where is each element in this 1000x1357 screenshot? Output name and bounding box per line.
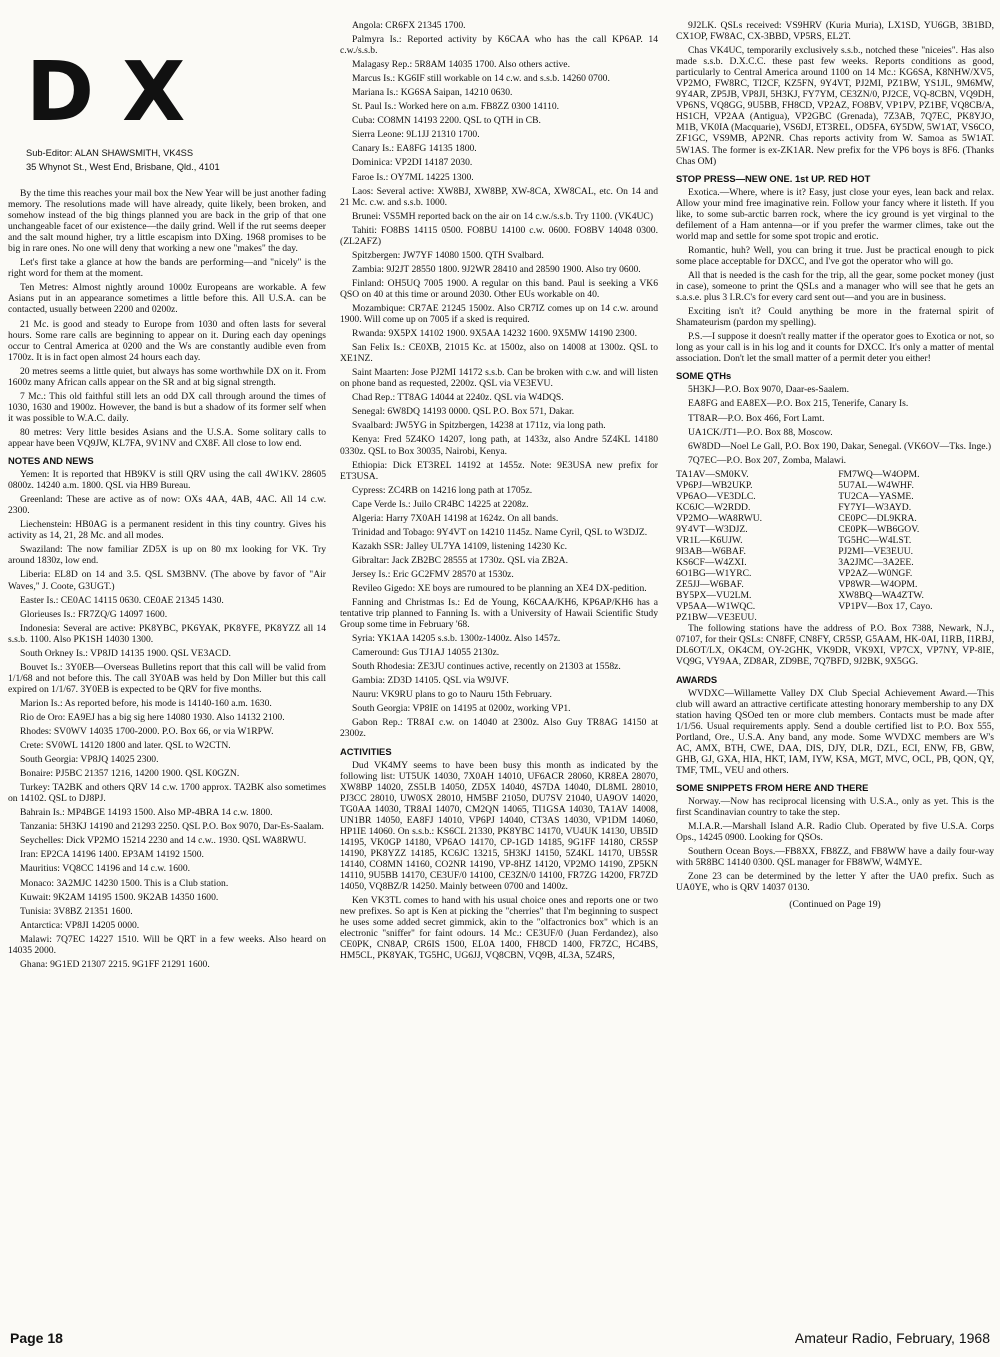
paragraph: Exotica.—Where, where is it? Easy, just close your eyes, lean back and relax. Allow your mind free imaginative rein. Follow your fancy where it listeth. If you like, to some sub-arctic barren rock, where the icy ground is yet virginal to the defilement of a Ham antenna—or if you prefer the warmer climes, take out the world map and settle for some spot tropic and erotic. (676, 186, 994, 242)
qsl-manager-entry: 5U7AL—W4WHF. (838, 479, 914, 491)
paragraph: Indonesia: Several are active: PK8YBC, PK6YAK, PK8YFE, PK8YZZ all 14 s.s.b. 1100. Also PK1SH 14030 1300. (8, 622, 326, 645)
paragraph: UA1CK/JT1—P.O. Box 88, Moscow. (688, 426, 833, 438)
section-heading: ACTIVITIES (340, 745, 392, 757)
qsl-manager-entry: VP8WR—W4OPM. (838, 579, 918, 591)
paragraph: Greenland: These are active as of now: OXs 4AA, 4AB, 4AC. All 14 c.w. 2300. (8, 494, 326, 517)
section-heading: NOTES AND NEWS (8, 455, 94, 467)
qsl-manager-entry: VP2AZ—W0NGF. (838, 568, 913, 580)
paragraph: San Felix Is.: CE0XB, 21015 Kc. at 1500z, also on 14008 at 1300z. QSL to XE1NZ. (340, 342, 658, 365)
paragraph: Swaziland: The now familiar ZD5X is up on 80 mx looking for VK. Try around 1830z, low end. (8, 544, 326, 567)
paragraph: Zambia: 9J2JT 28550 1800. 9J2WR 28410 and 28590 1900. Also try 0600. (352, 263, 641, 275)
qsl-manager-entry: VP1PV—Box 17, Cayo. (838, 601, 933, 613)
qsl-manager-entry: 6O1BG—W1YRC. (676, 568, 752, 580)
paragraph: M.I.A.R.—Marshall Island A.R. Radio Club. Operated by five U.S.A. Corps Ops., 14245 0900. Looking for QSOs. (676, 821, 994, 844)
qsl-manager-entry: FM7WQ—W4OPM. (838, 468, 920, 480)
qsl-manager-entry: VP2MO—WA8RWU. (676, 512, 763, 524)
paragraph: Cameround: Gus TJ1AJ 14055 2130z. (352, 647, 500, 659)
column-middle-body (340, 20, 658, 961)
paragraph: Bonaire: PJ5BC 21357 1216, 14200 1900. QSL K0GZN. (20, 768, 240, 780)
qsl-manager-row (676, 480, 994, 491)
qsl-manager-entry: CE0PC—DL9KRA. (838, 512, 917, 524)
paragraph: South Orkney Is.: VP8JD 14135 1900. QSL VE3ACD. (20, 647, 231, 659)
paragraph: Nauru: VK9RU plans to go to Nauru 15th February. (352, 689, 552, 701)
paragraph: Laos: Several active: XW8BJ, XW8BP, XW-8CA, XW8CAL, etc. On 14 and 21 Mc. c.w. and s.s.b. 1000. (340, 185, 658, 208)
column-middle (340, 20, 658, 1318)
paragraph: Brunei: VS5MH reported back on the air on 14 c.w./s.s.b. Try 1100. (VK4UC) (352, 210, 654, 222)
paragraph: Faroe Is.: OY7ML 14225 1300. (352, 171, 474, 183)
qsl-manager-entry: PZ1BW—VE3EUU. (676, 612, 757, 624)
paragraph: Yemen: It is reported that HB9KV is still QRV using the call 4W1KV. 28605 0800z. 14240 a.m. 1800. QSL via HB9 Bureau. (8, 469, 326, 492)
paragraph: Trinidad and Tobago: 9Y4VT on 14210 1145z. Name Cyril, QSL to W3DJZ. (352, 526, 648, 538)
column-right-body-b (676, 623, 994, 910)
qsl-manager-entry (838, 612, 994, 623)
qsl-manager-row (676, 535, 994, 546)
paragraph: By the time this reaches your mail box the New Year will be just another fading memory. The resolutions made will have already, quite likely, been broken, and somehow instead of the big things planned you are back in the grip of that one unchangeable facet of our existence—the daily grind. Well if the rut seems deeper and the salt mound higher, try a little escapism into DXing. 1968 promises to be big in rare ones. No one will deny that working a new one "makes" the day. (8, 188, 326, 255)
paragraph: South Georgia: VP8JQ 14025 2300. (20, 754, 159, 766)
qsl-manager-row (676, 557, 994, 568)
qsl-manager-entry: FY7YI—W3AYD. (838, 501, 912, 513)
paragraph: Ethiopia: Dick ET3REL 14192 at 1455z. Note: 9E3USA new prefix for ET3USA. (340, 459, 658, 482)
paragraph: Gibraltar: Jack ZB2BC 28555 at 1730z. QSL via ZB2A. (352, 554, 569, 566)
paragraph: Spitzbergen: JW7YF 14080 1500. QTH Svalbard. (352, 249, 544, 261)
column-left-body (8, 188, 326, 970)
paragraph: 6W8DD—Noel Le Gall, P.O. Box 190, Dakar, Senegal. (VK6OV—Tks. Inge.) (688, 440, 992, 452)
paragraph: Revileo Gigedo: XE boys are rumoured to be planning an XE4 DX-pedition. (352, 582, 647, 594)
paragraph: 80 metres: Very little besides Asians and the U.S.A. Some solitary calls to appear have been VQ9JW, KL7FA, 9V1NV and CX8F. All close to low end. (8, 426, 326, 449)
paragraph: Bahrain Is.: MP4BGE 14193 1500. Also MP-4BRA 14 c.w. 1800. (20, 807, 273, 819)
paragraph: Fanning and Christmas Is.: Ed de Young, K6CAA/KH6, KP6AP/KH6 has a tentative trip planned to Fanning Is. with a University of Hawaii Scientific Study Group some time in February '68. (340, 597, 658, 631)
qsl-manager-row (676, 524, 994, 535)
paragraph: Palmyra Is.: Reported activity by K6CAA who has the call KP6AP. 14 c.w./s.s.b. (340, 34, 658, 57)
paragraph: Iran: EP2CA 14196 1400. EP3AM 14192 1500. (20, 849, 204, 861)
paragraph: Monaco: 3A2MJC 14230 1500. This is a Club station. (20, 877, 229, 889)
paragraph: Glorieuses Is.: FR7ZQ/G 14097 1600. (20, 608, 168, 620)
section-title: DX (26, 45, 214, 140)
paragraph: Mozambique: CR7AE 21245 1500z. Also CR7IZ comes up on 14 c.w. around 1900. Will come up on 7005 if a sked is required. (340, 302, 658, 326)
paragraph: Dominica: VP2DI 14187 2030. (352, 157, 473, 169)
subeditor-line: Sub-Editor: ALAN SHAWSMITH, VK4SS (26, 148, 194, 158)
paragraph: Saint Maarten: Jose PJ2MI 14172 s.s.b. Can be broken with c.w. and will listen on phone band as requested, 2200z. QSL via VE3EVU. (340, 367, 658, 390)
paragraph: Tunisia: 3V8BZ 21351 1600. (20, 905, 133, 917)
qsl-manager-entry: TU2CA—YASME. (838, 490, 914, 502)
qsl-manager-row (676, 469, 994, 480)
paragraph: Romantic, huh? Well, you can bring it true. Just be practical enough to pick some place acceptable for DXCC, and I've got the operator who will go. (676, 244, 994, 267)
paragraph: 20 metres seems a little quiet, but always has some worthwhile DX on it. From 1600z many African calls appear on the SR and at big signal strength. (8, 365, 326, 388)
qsl-manager-row (676, 568, 994, 579)
paragraph: 5H3KJ—P.O. Box 9070, Daar-es-Saalem. (688, 384, 850, 396)
paragraph: Malawi: 7Q7EC 14227 1510. Will be QRT in a few weeks. Also heard on 14035 2000. (8, 933, 326, 956)
paragraph: Zone 23 can be determined by the letter Y after the UA0 prefix. Such as UA0YE, who is QRV 14037 0130. (676, 871, 994, 894)
qsl-manager-entry: VP5AA—W1WQC. (676, 601, 756, 613)
magazine-footer: Amateur Radio, February, 1968 (794, 1330, 990, 1346)
paragraph: Canary Is.: EA8FG 14135 1800. (352, 143, 477, 155)
paragraph: Ghana: 9G1ED 21307 2215. 9G1FF 21291 1600. (20, 958, 210, 970)
qsl-manager-entry: 9Y4VT—W3DJZ. (676, 523, 748, 535)
qsl-manager-entry: XW8BQ—WA4ZTW. (838, 590, 924, 602)
qsl-manager-entry: CE0PK—WB6GOV. (838, 523, 920, 535)
paragraph: Mauritius: VQ8CC 14196 and 14 c.w. 1600. (20, 863, 191, 875)
paragraph: Rhodes: SV0WV 14035 1700-2000. P.O. Box 66, or via W1RPW. (20, 726, 274, 738)
qsl-manager-entry: PJ2MI—VE3EUU. (838, 546, 914, 558)
paragraph: Jersey Is.: Eric GC2FMV 28570 at 1530z. (352, 568, 514, 580)
paragraph: Turkey: TA2BK and others QRV 14 c.w. 1700 approx. TA2BK also sometimes on 14102. QSL to DJ8PJ. (8, 782, 326, 805)
qsl-manager-entry: 3A2JMC—3A2EE. (838, 557, 914, 569)
paragraph: 9J2LK. QSLs received: VS9HRV (Kuria Muria), LX1SD, YU6GB, 3B1BD, CX1OP, FW8AC, CX-3BBD, VP5RS, EL2T. (676, 20, 994, 43)
paragraph: Seychelles: Dick VP2MO 15214 2230 and 14 c.w.. 1930. QSL WA8RWU. (20, 835, 307, 847)
qsl-manager-row (676, 612, 994, 623)
qsl-manager-row (676, 502, 994, 513)
page-number: Page 18 (10, 1330, 63, 1346)
paragraph: Norway.—Now has reciprocal licensing with U.S.A., only as yet. This is the first Scandinavian country to take the step. (676, 796, 994, 819)
paragraph: Algeria: Harry 7X0AH 14198 at 1624z. On all bands. (352, 512, 559, 524)
qsl-manager-entry: VP6AO—VE3DLC. (676, 490, 756, 502)
paragraph: Rwanda: 9X5PX 14102 1900. 9X5AA 14232 1600. 9X5MW 14190 2300. (352, 328, 637, 340)
section-heading: SOME QTHs (676, 370, 732, 382)
qsl-manager-entry: TG5HC—W4LST. (838, 534, 912, 546)
qsl-manager-row (676, 513, 994, 524)
paragraph: Sierra Leone: 9L1JJ 21310 1700. (352, 129, 480, 141)
qsl-manager-entry: KC6JC—W2RDD. (676, 501, 751, 513)
qsl-manager-row (676, 601, 994, 612)
paragraph: Chas VK4UC, temporarily exclusively s.s.b., notched these "niceies". Has also made s.s.b. D.X.C.C. these past few weeks. Reports conditions as good, particularly to Central America around 1100 on 14 Mc.: KG6SA, K8NHW/XV5, VP2MO, FW8RC, TI2CF, KZ5FN, 9Y4VT, PJ2MI, PZ1BW, YS1JL, 9M6MW, 9Y4AR, ZP5JB, VP8JI, 5H3KJ, FY7YM, CE3ZN/0, PJ2CE, VQ-8CBN, VQ9DH, VP6NS, VQ8GG, 9U5BB, FH8CD, VP2AZ, FO8BV, VP1PV, PZ1BF, VQ8CB/A, HS1CH, VP2AA (Antigua), VP2GBC (Grenada), 7Z3AB, 7Q7EC, PK8YJO, M1B, VK0IA (Macquarie), VS6DJ, ET3REL, OD5FA, 6Y5DW, 5W1AT, VS6CO, ZF1GC, VS9MB, AP2NR. Chas reports activity from W. Samoa as 5W1AT. 5W1AS. The former is ex-ZK1AR. New prefix for the VP6 boys is 8F6. (Thanks Chas OM) (676, 45, 994, 167)
qsl-manager-entry: VR1L—K6UJW. (676, 534, 743, 546)
paragraph: Antarctica: VP8JI 14205 0000. (20, 919, 140, 931)
paragraph: Ten Metres: Almost nightly around 1000z Europeans are workable. A few Asians put in an appearance sometimes a little before this. All U.S.A. can be contacted, usually between 2200 and 0200z. (8, 282, 326, 316)
paragraph: Cape Verde Is.: Juilo CR4BC 14225 at 2208z. (352, 498, 529, 510)
paragraph: Marcus Is.: KG6IF still workable on 14 c.w. and s.s.b. 14260 0700. (352, 73, 610, 85)
section-heading: STOP PRESS—NEW ONE. 1st UP. RED HOT (676, 172, 871, 184)
qsl-manager-row (676, 491, 994, 502)
paragraph: Liberia: EL8D on 14 and 3.5. QSL SM3BNV. (The above by favor of "Air Waves," J. Coote, G3UGT.) (8, 569, 326, 592)
qsl-manager-entry: KS6CF—W4ZXI. (676, 557, 747, 569)
paragraph: Kuwait: 9K2AM 14195 1500. 9K2AB 14350 1600. (20, 891, 219, 903)
paragraph: Malagasy Rep.: 5R8AM 14035 1700. Also others active. (352, 59, 570, 71)
paragraph: Gabon Rep.: TR8AI c.w. on 14040 at 2300z. Also Guy TR8AG 14150 at 2300z. (340, 717, 658, 740)
paragraph: The following stations have the address of P.O. Box 7388, Newark, N.J., 07107, for their QSLs: CN8FF, CN8FY, CR5SP, G5AAM, HK-0AI, I1RB, I1RBJ, DL6OT/LX, OK4CM, OY-2GHK, VK9DR, VK9XI, VP7CX, VP7NY, VP-8IE, VQ9G, VY9AA, ZD8AR, ZD9BE, 7Q7BFD, 9J2BK, 9X5GG. (676, 623, 994, 668)
paragraph: Tanzania: 5H3KJ 14190 and 21293 2250. QSL P.O. Box 9070, Dar-Es-Saalam. (20, 821, 324, 833)
paragraph: All that is needed is the cash for the trip, all the gear, some pocket money (just in case), someone to print the QSLs and a manager who will see that he gets an s.a.s.e. plus 3 I.R.C's for every card sent out—and you are in business. (676, 269, 994, 304)
paragraph: Dud VK4MY seems to have been busy this month as indicated by the following list: UT5UK 14030, 7X0AH 14010, UF6ACR 28060, KR8EA 28070, XW8BP 14020, ZS5LB 14050, ZD5X 14040, 4S7DA 14040, DL8ML 28010, PJ3CC 28010, UW0SX 28010, HM5BF 21050, DU7SV 21040, UA9OV 14020, TG0AA 14030, TR8AI 14070, CM2QN 14065, TI1GSA 14030, TA1AV 14008, UN1BR 14050, EA8FJ 14010, VP6PJ 14040, CT3AS 14030, VP1DM 14060, HP1IE 14060. On s.s.b.: KS6CL 21330, PK8YBC 14170, VU4UK 14130, UB5ID 14195, VK0GP 14180, VP6AO 14170, CP-1GD 14185, 9G1FF 14180, CR5SP 14190, PK8YZZ 14185, KC6JC 13215, 5H3KJ 14150, 5Z4KL 14170, UB5SR 14140, CO8MN 14160, CO2NR 14190, VP-8HZ 14120, VP2MO 14190, ZP5KN 14110, 9U5BB 14170, CE3UF/0 14100, CE3ZN/0 14100, FR7ZG 14200, FR7ZD 14050, VQ8BZ/R 14250. Mainly between 0700 and 1400z. (340, 759, 658, 893)
paragraph: Liechenstein: HB0AG is a permanent resident in this tiny country. Gives his activity as 14, 21, 28 Mc. and all modes. (8, 519, 326, 542)
qsl-manager-entry: ZE5JJ—W6BAF. (676, 579, 744, 591)
paragraph: Easter Is.: CE0AC 14115 0630. CE0AE 21345 1430. (20, 594, 224, 606)
qsl-manager-row (676, 590, 994, 601)
paragraph: Ken VK3TL comes to hand with his usual choice ones and reports one or two new prefixes. So apt is Ken at picking the "cherries" that I'm beginning to suspect he uses some added secret gimmick, akin to the "olfactronics box" which is an electronic "sniffer" for faint odours. 14 Mc.: CE3UF/0 (Juan Ferdandez), also CE0PK, CN8AP, CR6IS 1500, EL0A 1400, FH8CD 1400, FR7ZC, HC4BS, HM5CL, PK8YAK, TG5HC, UG6JJ, VQ8CBN, VQ9B, 4L3A, 5Z4RS, (340, 895, 658, 962)
paragraph: (Continued on Page 19) (789, 899, 881, 911)
paragraph: Cypress: ZC4RB on 14216 long path at 1705z. (352, 484, 533, 496)
paragraph: Bouvet Is.: 3Y0EB—Overseas Bulletins report that this call will be valid from 1/1/68 and not before this. The call 3Y0AB was held by Don Miller but this call expired on 1/1/67. 3Y0EB is expected to be QRV for five months. (8, 661, 326, 695)
paragraph: 21 Mc. is good and steady to Europe from 1030 and often lasts for several hours. Some rare calls are beginning to appear on it. During each day openings occur to Central America at 0200 and the Ws are constantly audible even from 1700z. It is in fact open almost 24 hours each day. (8, 318, 326, 363)
paragraph: P.S.—I suppose it doesn't really matter if the operator goes to Exotica or not, so long as your call is in his log and it counts for DXCC. It's only a matter of mental association. Don't let the small matter of a permit deter you either! (676, 331, 994, 365)
paragraph: Cuba: CO8MN 14193 2200. QSL to QTH in CB. (352, 115, 541, 127)
paragraph: South Georgia: VP8IE on 14195 at 0200z, working VP1. (352, 703, 571, 715)
paragraph: Svaalbard: JW5YG in Spitzbergen, 14238 at 1711z, via long path. (352, 420, 606, 432)
paragraph: Let's first take a glance at how the bands are performing—and "nicely" is the right word for them at the moment. (8, 257, 326, 280)
column-left (8, 10, 326, 1315)
paragraph: Syria: YK1AA 14205 s.s.b. 1300z-1400z. Also 1457z. (352, 633, 561, 645)
qsl-manager-table (676, 469, 994, 624)
paragraph: Gambia: ZD3D 14105. QSL via W9JVF. (352, 675, 509, 687)
paragraph: Angola: CR6FX 21345 1700. (352, 20, 466, 31)
subeditor-address: 35 Whynot St., West End, Brisbane, Qld., 4101 (26, 162, 220, 172)
paragraph: Exciting isn't it? Could anything be more in the fraternal spirit of Shamateurism (pardon my spelling). (676, 306, 994, 329)
qsl-manager-entry: TA1AV—SM0KV. (676, 468, 749, 480)
paragraph: TT8AR—P.O. Box 466, Fort Lamt. (688, 412, 825, 424)
paragraph: 7 Mc.: This old faithful still lets an odd DX call through around the times of 1030, 1630 and 1900z. However, the band is but a shadow of its former self when it was possible to W.A.C. daily. (8, 390, 326, 424)
qsl-manager-row (676, 546, 994, 557)
section-heading: AWARDS (676, 673, 718, 685)
paragraph: South Rhodesia: ZE3JU continues active, recently on 21303 at 1558z. (352, 661, 621, 673)
paragraph: Tahiti: FO8BS 14115 0500. FO8BU 14100 c.w. 0600. FO8BV 14048 0300. (ZL2AFZ) (340, 224, 658, 247)
column-right (676, 20, 994, 1318)
paragraph: Mariana Is.: KG6SA Saipan, 14210 0630. (352, 87, 513, 99)
paragraph: Chad Rep.: TT8AG 14044 at 2240z. QSL via W4DQS. (352, 392, 564, 404)
paragraph: Kazakh SSR: Jalley UL7YA 14109, listening 14230 Kc. (352, 540, 568, 552)
paragraph: WVDXC—Willamette Valley DX Club Special Achievement Award.—This club will award an attractive certificate attesting honorary membership to any DX station having QSOed ten or more club members. Contacts must be made after 1/1/56. Usual requirements apply. Send a double certified list to P.O. Box 555, Portland, Ore., U.S.A. Any band, any mode. Some WVDXC members are W's AC, AMX, BTH, CWE, DAA, DIS, DJY, DLR, DZL, ECI, ENW, FB, GBW, GHB, GJ, GXA, HIA, HKT, IAM, IYW, KSA, MGT, MVC, OCL, PB, QON, QY, TMF, TML, VEU and others. (676, 687, 994, 776)
paragraph: St. Paul Is.: Worked here on a.m. FB8ZZ 0300 14110. (352, 101, 560, 113)
paragraph: 7Q7EC—P.O. Box 207, Zomba, Malawi. (688, 454, 847, 466)
paragraph: Southern Ocean Boys.—FB8XX, FB8ZZ, and FB8WW have a daily four-way with 5R8BC 14140 0300. QSL manager for FB8WW, W4MYE. (676, 846, 994, 869)
paragraph: EA8FG and EA8EX—P.O. Box 215, Tenerife, Canary Is. (688, 398, 909, 410)
paragraph: Crete: SV0WL 14120 1800 and later. QSL to W2CTN. (20, 740, 231, 752)
paragraph: Kenya: Fred 5Z4KO 14207, long path, at 1433z, also Andre 5Z4KL 14180 0330z. QSL to Box 30035, Nairobi, Kenya. (340, 434, 658, 457)
column-right-body-a (676, 20, 994, 466)
section-heading: SOME SNIPPETS FROM HERE AND THERE (676, 781, 869, 793)
qsl-manager-entry: 9I3AB—W6BAF. (676, 546, 746, 558)
qsl-manager-entry: VP6PJ—WB2UKP. (676, 479, 753, 491)
paragraph: Senegal: 6W8DQ 14193 0000. QSL P.O. Box 571, Dakar. (352, 406, 575, 418)
paragraph: Finland: OH5UQ 7005 1900. A regular on this band. Paul is seeking a VK6 QSO on 40 at this time or around 2030. Other EUs workable on 40. (340, 277, 658, 300)
qsl-manager-entry: BY5PX—VU2LM. (676, 590, 752, 602)
paragraph: Rio de Oro: EA9EJ has a big sig here 14080 1930. Also 14132 2100. (20, 711, 285, 723)
paragraph: Marion Is.: As reported before, his mode is 14140-160 a.m. 1630. (20, 697, 272, 709)
qsl-manager-row (676, 579, 994, 590)
